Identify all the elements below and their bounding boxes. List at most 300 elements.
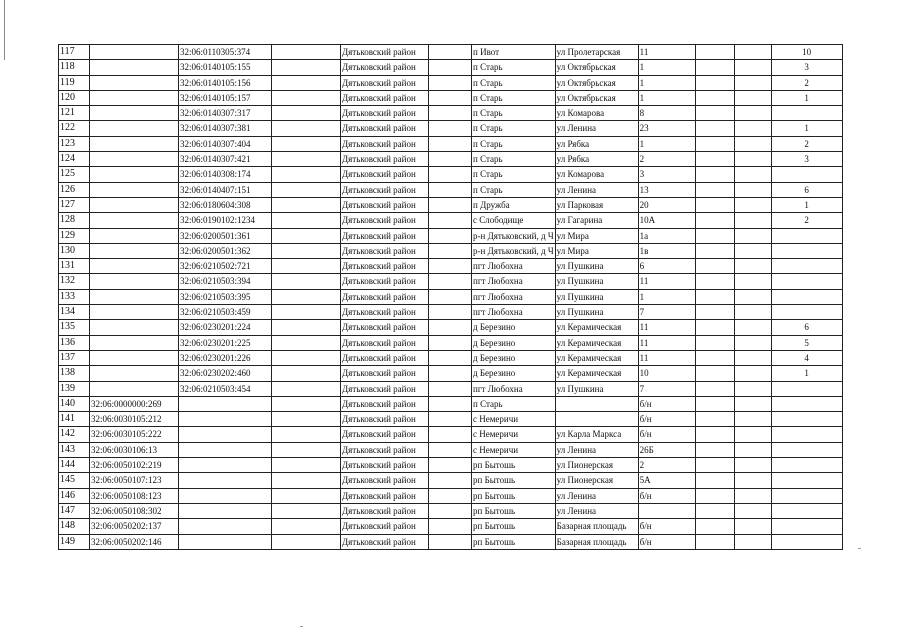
locality-cell: рп Бытошь xyxy=(472,519,556,534)
house-number-cell: б/н xyxy=(638,488,695,503)
empty-cell xyxy=(429,503,472,518)
empty-cell xyxy=(272,458,341,473)
empty-cell xyxy=(272,503,341,518)
table-row xyxy=(59,60,843,75)
table-body xyxy=(59,45,843,550)
table-row xyxy=(59,473,843,488)
empty-cell xyxy=(734,335,771,350)
cadastral-number-alt-cell xyxy=(179,427,272,442)
table-row xyxy=(59,366,843,381)
empty-cell xyxy=(734,503,771,518)
empty-cell xyxy=(734,320,771,335)
row-number-cell: 128 xyxy=(59,213,90,228)
empty-cell xyxy=(272,197,341,212)
row-number-cell: 133 xyxy=(59,289,90,304)
apartment-number-cell: 3 xyxy=(771,60,842,75)
locality-cell: п Старь xyxy=(472,396,556,411)
row-number-cell: 134 xyxy=(59,305,90,320)
cadastral-number-alt-cell xyxy=(179,473,272,488)
district-cell: Дятьковский район xyxy=(341,519,429,534)
cadastral-number-alt-cell: 32:06:0230201:226 xyxy=(179,350,272,365)
street-cell: ул Ленина xyxy=(555,121,638,136)
scan-speck xyxy=(858,548,861,549)
empty-cell xyxy=(695,458,734,473)
empty-cell xyxy=(734,396,771,411)
empty-cell xyxy=(429,259,472,274)
house-number-cell: 26Б xyxy=(638,442,695,457)
house-number-cell: 20 xyxy=(638,197,695,212)
house-number-cell: 23 xyxy=(638,121,695,136)
row-number-cell: 147 xyxy=(59,503,90,518)
row-number-cell: 119 xyxy=(59,75,90,90)
apartment-number-cell xyxy=(771,106,842,121)
cadastral-number-cell xyxy=(90,366,179,381)
district-cell: Дятьковский район xyxy=(341,274,429,289)
empty-cell xyxy=(734,228,771,243)
empty-cell xyxy=(272,305,341,320)
house-number-cell: 2 xyxy=(638,152,695,167)
empty-cell xyxy=(429,366,472,381)
cadastral-number-cell: 32:06:0030105:222 xyxy=(90,427,179,442)
district-cell: Дятьковский район xyxy=(341,305,429,320)
street-cell: ул Керамическая xyxy=(555,320,638,335)
locality-cell: рп Бытошь xyxy=(472,534,556,549)
empty-cell xyxy=(734,427,771,442)
district-cell: Дятьковский район xyxy=(341,167,429,182)
empty-cell xyxy=(272,259,341,274)
empty-cell xyxy=(734,152,771,167)
cadastral-number-alt-cell xyxy=(179,412,272,427)
house-number-cell: 10А xyxy=(638,213,695,228)
apartment-number-cell xyxy=(771,427,842,442)
empty-cell xyxy=(734,136,771,151)
apartment-number-cell xyxy=(771,473,842,488)
scan-speck xyxy=(300,626,303,627)
empty-cell xyxy=(272,182,341,197)
empty-cell xyxy=(695,197,734,212)
empty-cell xyxy=(695,427,734,442)
locality-cell: пгт Любохна xyxy=(472,305,556,320)
table-row xyxy=(59,350,843,365)
cadastral-number-alt-cell: 32:06:0210502:721 xyxy=(179,259,272,274)
street-cell: ул Ленина xyxy=(555,488,638,503)
empty-cell xyxy=(272,213,341,228)
cadastral-number-cell xyxy=(90,228,179,243)
locality-cell: с Слободище xyxy=(472,213,556,228)
row-number-cell: 135 xyxy=(59,320,90,335)
table-row xyxy=(59,243,843,258)
district-cell: Дятьковский район xyxy=(341,121,429,136)
street-cell: ул Парковая xyxy=(555,197,638,212)
cadastral-number-cell xyxy=(90,320,179,335)
empty-cell xyxy=(272,427,341,442)
house-number-cell: 11 xyxy=(638,45,695,60)
cadastral-number-alt-cell: 32:06:0140407:151 xyxy=(179,182,272,197)
empty-cell xyxy=(429,519,472,534)
apartment-number-cell xyxy=(771,519,842,534)
district-cell: Дятьковский район xyxy=(341,213,429,228)
empty-cell xyxy=(734,60,771,75)
street-cell: ул Октябрьская xyxy=(555,60,638,75)
table-row xyxy=(59,213,843,228)
empty-cell xyxy=(734,519,771,534)
apartment-number-cell xyxy=(771,442,842,457)
empty-cell xyxy=(734,259,771,274)
table-row xyxy=(59,320,843,335)
apartment-number-cell xyxy=(771,396,842,411)
row-number-cell: 122 xyxy=(59,121,90,136)
locality-cell: д Березино xyxy=(472,366,556,381)
district-cell: Дятьковский район xyxy=(341,152,429,167)
empty-cell xyxy=(429,427,472,442)
table-row xyxy=(59,121,843,136)
district-cell: Дятьковский район xyxy=(341,534,429,549)
house-number-cell: 3 xyxy=(638,167,695,182)
empty-cell xyxy=(695,243,734,258)
table-row xyxy=(59,152,843,167)
apartment-number-cell xyxy=(771,488,842,503)
cadastral-number-cell xyxy=(90,152,179,167)
house-number-cell: 5А xyxy=(638,473,695,488)
house-number-cell: 1 xyxy=(638,75,695,90)
apartment-number-cell xyxy=(771,534,842,549)
district-cell: Дятьковский район xyxy=(341,412,429,427)
house-number-cell: 11 xyxy=(638,274,695,289)
empty-cell xyxy=(272,167,341,182)
house-number-cell: 11 xyxy=(638,350,695,365)
empty-cell xyxy=(695,182,734,197)
empty-cell xyxy=(734,182,771,197)
street-cell: ул Октябрьская xyxy=(555,75,638,90)
empty-cell xyxy=(695,381,734,396)
street-cell: ул Ленина xyxy=(555,503,638,518)
cadastral-number-alt-cell xyxy=(179,503,272,518)
house-number-cell: 1 xyxy=(638,136,695,151)
locality-cell: д Березино xyxy=(472,320,556,335)
row-number-cell: 141 xyxy=(59,412,90,427)
house-number-cell: 7 xyxy=(638,381,695,396)
empty-cell xyxy=(429,305,472,320)
row-number-cell: 138 xyxy=(59,366,90,381)
house-number-cell: б/н xyxy=(638,396,695,411)
empty-cell xyxy=(272,519,341,534)
district-cell: Дятьковский район xyxy=(341,106,429,121)
locality-cell: п Старь xyxy=(472,136,556,151)
empty-cell xyxy=(272,243,341,258)
locality-cell: д Березино xyxy=(472,350,556,365)
empty-cell xyxy=(734,488,771,503)
street-cell: ул Пушкина xyxy=(555,305,638,320)
row-number-cell: 137 xyxy=(59,350,90,365)
house-number-cell: 11 xyxy=(638,335,695,350)
cadastral-number-alt-cell: 32:06:0140105:157 xyxy=(179,90,272,105)
row-number-cell: 127 xyxy=(59,197,90,212)
empty-cell xyxy=(695,90,734,105)
cadastral-number-cell xyxy=(90,167,179,182)
cadastral-number-cell xyxy=(90,289,179,304)
cadastral-number-cell xyxy=(90,381,179,396)
empty-cell xyxy=(695,412,734,427)
empty-cell xyxy=(734,274,771,289)
house-number-cell: 13 xyxy=(638,182,695,197)
empty-cell xyxy=(429,182,472,197)
house-number-cell: б/н xyxy=(638,427,695,442)
cadastral-number-alt-cell: 32:06:0140307:381 xyxy=(179,121,272,136)
empty-cell xyxy=(429,45,472,60)
table-row xyxy=(59,197,843,212)
empty-cell xyxy=(734,442,771,457)
empty-cell xyxy=(429,458,472,473)
cadastral-number-alt-cell: 32:06:0210503:459 xyxy=(179,305,272,320)
district-cell: Дятьковский район xyxy=(341,45,429,60)
empty-cell xyxy=(734,243,771,258)
empty-cell xyxy=(272,412,341,427)
cadastral-number-cell xyxy=(90,136,179,151)
empty-cell xyxy=(429,442,472,457)
empty-cell xyxy=(695,228,734,243)
table-row xyxy=(59,503,843,518)
cadastral-number-cell: 32:06:0050107:123 xyxy=(90,473,179,488)
cadastral-number-alt-cell xyxy=(179,442,272,457)
table-row xyxy=(59,45,843,60)
empty-cell xyxy=(429,197,472,212)
locality-cell: п Старь xyxy=(472,152,556,167)
table-row xyxy=(59,396,843,411)
table-row xyxy=(59,305,843,320)
cadastral-number-cell xyxy=(90,106,179,121)
street-cell: ул Мира xyxy=(555,228,638,243)
house-number-cell: б/н xyxy=(638,412,695,427)
cadastral-number-cell: 32:06:0030105:212 xyxy=(90,412,179,427)
street-cell: ул Комарова xyxy=(555,167,638,182)
street-cell: ул Керамическая xyxy=(555,366,638,381)
cadastral-number-alt-cell: 32:06:0210503:454 xyxy=(179,381,272,396)
empty-cell xyxy=(734,90,771,105)
locality-cell: пгт Любохна xyxy=(472,274,556,289)
district-cell: Дятьковский район xyxy=(341,182,429,197)
apartment-number-cell xyxy=(771,228,842,243)
empty-cell xyxy=(695,473,734,488)
row-number-cell: 139 xyxy=(59,381,90,396)
empty-cell xyxy=(429,396,472,411)
district-cell: Дятьковский район xyxy=(341,136,429,151)
house-number-cell: 7 xyxy=(638,305,695,320)
empty-cell xyxy=(272,121,341,136)
street-cell: ул Ленина xyxy=(555,442,638,457)
empty-cell xyxy=(429,136,472,151)
cadastral-number-cell xyxy=(90,335,179,350)
row-number-cell: 121 xyxy=(59,106,90,121)
table-row xyxy=(59,488,843,503)
apartment-number-cell xyxy=(771,503,842,518)
empty-cell xyxy=(429,121,472,136)
cadastral-number-cell xyxy=(90,182,179,197)
locality-cell: с Немеричи xyxy=(472,442,556,457)
cadastral-number-cell xyxy=(90,90,179,105)
empty-cell xyxy=(695,396,734,411)
cadastral-number-alt-cell: 32:06:0200501:362 xyxy=(179,243,272,258)
house-number-cell: 1а xyxy=(638,228,695,243)
apartment-number-cell xyxy=(771,412,842,427)
apartment-number-cell xyxy=(771,167,842,182)
apartment-number-cell: 4 xyxy=(771,350,842,365)
district-cell: Дятьковский район xyxy=(341,320,429,335)
empty-cell xyxy=(695,274,734,289)
street-cell: ул Рябка xyxy=(555,152,638,167)
empty-cell xyxy=(695,366,734,381)
district-cell: Дятьковский район xyxy=(341,228,429,243)
table-row xyxy=(59,167,843,182)
street-cell: ул Карла Маркса xyxy=(555,427,638,442)
street-cell: ул Пионерская xyxy=(555,458,638,473)
locality-cell: пгт Любохна xyxy=(472,381,556,396)
street-cell xyxy=(555,412,638,427)
table-row xyxy=(59,228,843,243)
table-row xyxy=(59,335,843,350)
empty-cell xyxy=(734,197,771,212)
cadastral-number-alt-cell: 32:06:0190102:1234 xyxy=(179,213,272,228)
house-number-cell: 8 xyxy=(638,106,695,121)
cadastral-number-alt-cell: 32:06:0210503:394 xyxy=(179,274,272,289)
street-cell: ул Октябрьская xyxy=(555,90,638,105)
cadastral-number-alt-cell: 32:06:0200501:361 xyxy=(179,228,272,243)
cadastral-number-cell: 32:06:0030106:13 xyxy=(90,442,179,457)
locality-cell: п Ивот xyxy=(472,45,556,60)
empty-cell xyxy=(695,305,734,320)
empty-cell xyxy=(695,167,734,182)
empty-cell xyxy=(734,75,771,90)
house-number-cell: 1 xyxy=(638,60,695,75)
empty-cell xyxy=(429,152,472,167)
empty-cell xyxy=(429,335,472,350)
empty-cell xyxy=(272,228,341,243)
cadastral-number-cell: 32:06:0050108:302 xyxy=(90,503,179,518)
row-number-cell: 117 xyxy=(59,45,90,60)
row-number-cell: 146 xyxy=(59,488,90,503)
cadastral-number-cell: 32:06:0050102:219 xyxy=(90,458,179,473)
house-number-cell xyxy=(638,503,695,518)
apartment-number-cell: 2 xyxy=(771,136,842,151)
apartment-number-cell xyxy=(771,274,842,289)
cadastral-number-cell: 32:06:0000000:269 xyxy=(90,396,179,411)
cadastral-number-cell xyxy=(90,305,179,320)
cadastral-number-alt-cell: 32:06:0230202:460 xyxy=(179,366,272,381)
district-cell: Дятьковский район xyxy=(341,488,429,503)
empty-cell xyxy=(272,381,341,396)
row-number-cell: 140 xyxy=(59,396,90,411)
cadastral-number-cell: 32:06:0050202:137 xyxy=(90,519,179,534)
street-cell: ул Пушкина xyxy=(555,274,638,289)
locality-cell: п Старь xyxy=(472,90,556,105)
cadastral-number-alt-cell: 32:06:0140307:421 xyxy=(179,152,272,167)
row-number-cell: 148 xyxy=(59,519,90,534)
empty-cell xyxy=(734,121,771,136)
district-cell: Дятьковский район xyxy=(341,350,429,365)
empty-cell xyxy=(695,519,734,534)
empty-cell xyxy=(695,60,734,75)
locality-cell: р-н Дятьковский, д Ч xyxy=(472,243,556,258)
apartment-number-cell: 5 xyxy=(771,335,842,350)
empty-cell xyxy=(272,534,341,549)
empty-cell xyxy=(695,152,734,167)
table-row xyxy=(59,442,843,457)
table-row xyxy=(59,106,843,121)
property-registry-table xyxy=(58,44,843,550)
apartment-number-cell: 10 xyxy=(771,45,842,60)
house-number-cell: 2 xyxy=(638,458,695,473)
street-cell: Базарная площадь xyxy=(555,534,638,549)
row-number-cell: 132 xyxy=(59,274,90,289)
cadastral-number-alt-cell xyxy=(179,534,272,549)
empty-cell xyxy=(734,167,771,182)
empty-cell xyxy=(734,366,771,381)
house-number-cell: 10 xyxy=(638,366,695,381)
street-cell: ул Комарова xyxy=(555,106,638,121)
page-edge-line xyxy=(4,0,5,60)
empty-cell xyxy=(695,213,734,228)
apartment-number-cell xyxy=(771,289,842,304)
cadastral-number-cell xyxy=(90,243,179,258)
district-cell: Дятьковский район xyxy=(341,396,429,411)
empty-cell xyxy=(734,106,771,121)
street-cell: ул Керамическая xyxy=(555,350,638,365)
cadastral-number-alt-cell: 32:06:0230201:224 xyxy=(179,320,272,335)
row-number-cell: 143 xyxy=(59,442,90,457)
cadastral-number-cell xyxy=(90,75,179,90)
empty-cell xyxy=(429,320,472,335)
district-cell: Дятьковский район xyxy=(341,427,429,442)
empty-cell xyxy=(734,458,771,473)
empty-cell xyxy=(272,335,341,350)
apartment-number-cell xyxy=(771,305,842,320)
locality-cell: р-н Дятьковский, д Ч xyxy=(472,228,556,243)
empty-cell xyxy=(695,320,734,335)
district-cell: Дятьковский район xyxy=(341,243,429,258)
cadastral-number-alt-cell: 32:06:0110305:374 xyxy=(179,45,272,60)
empty-cell xyxy=(272,442,341,457)
empty-cell xyxy=(429,228,472,243)
empty-cell xyxy=(429,60,472,75)
empty-cell xyxy=(734,289,771,304)
empty-cell xyxy=(429,488,472,503)
table-row xyxy=(59,75,843,90)
empty-cell xyxy=(429,534,472,549)
row-number-cell: 136 xyxy=(59,335,90,350)
cadastral-number-alt-cell: 32:06:0140105:156 xyxy=(179,75,272,90)
table-row xyxy=(59,412,843,427)
cadastral-number-cell xyxy=(90,121,179,136)
empty-cell xyxy=(695,335,734,350)
empty-cell xyxy=(272,289,341,304)
row-number-cell: 125 xyxy=(59,167,90,182)
cadastral-number-cell: 32:06:0050202:146 xyxy=(90,534,179,549)
house-number-cell: б/н xyxy=(638,534,695,549)
street-cell: ул Пушкина xyxy=(555,259,638,274)
street-cell: ул Пушкина xyxy=(555,289,638,304)
empty-cell xyxy=(272,106,341,121)
cadastral-number-alt-cell: 32:06:0230201:225 xyxy=(179,335,272,350)
row-number-cell: 123 xyxy=(59,136,90,151)
empty-cell xyxy=(695,121,734,136)
empty-cell xyxy=(695,488,734,503)
locality-cell: п Дружба xyxy=(472,197,556,212)
row-number-cell: 130 xyxy=(59,243,90,258)
row-number-cell: 129 xyxy=(59,228,90,243)
row-number-cell: 126 xyxy=(59,182,90,197)
house-number-cell: 1 xyxy=(638,90,695,105)
cadastral-number-cell xyxy=(90,350,179,365)
cadastral-number-alt-cell: 32:06:0140307:317 xyxy=(179,106,272,121)
